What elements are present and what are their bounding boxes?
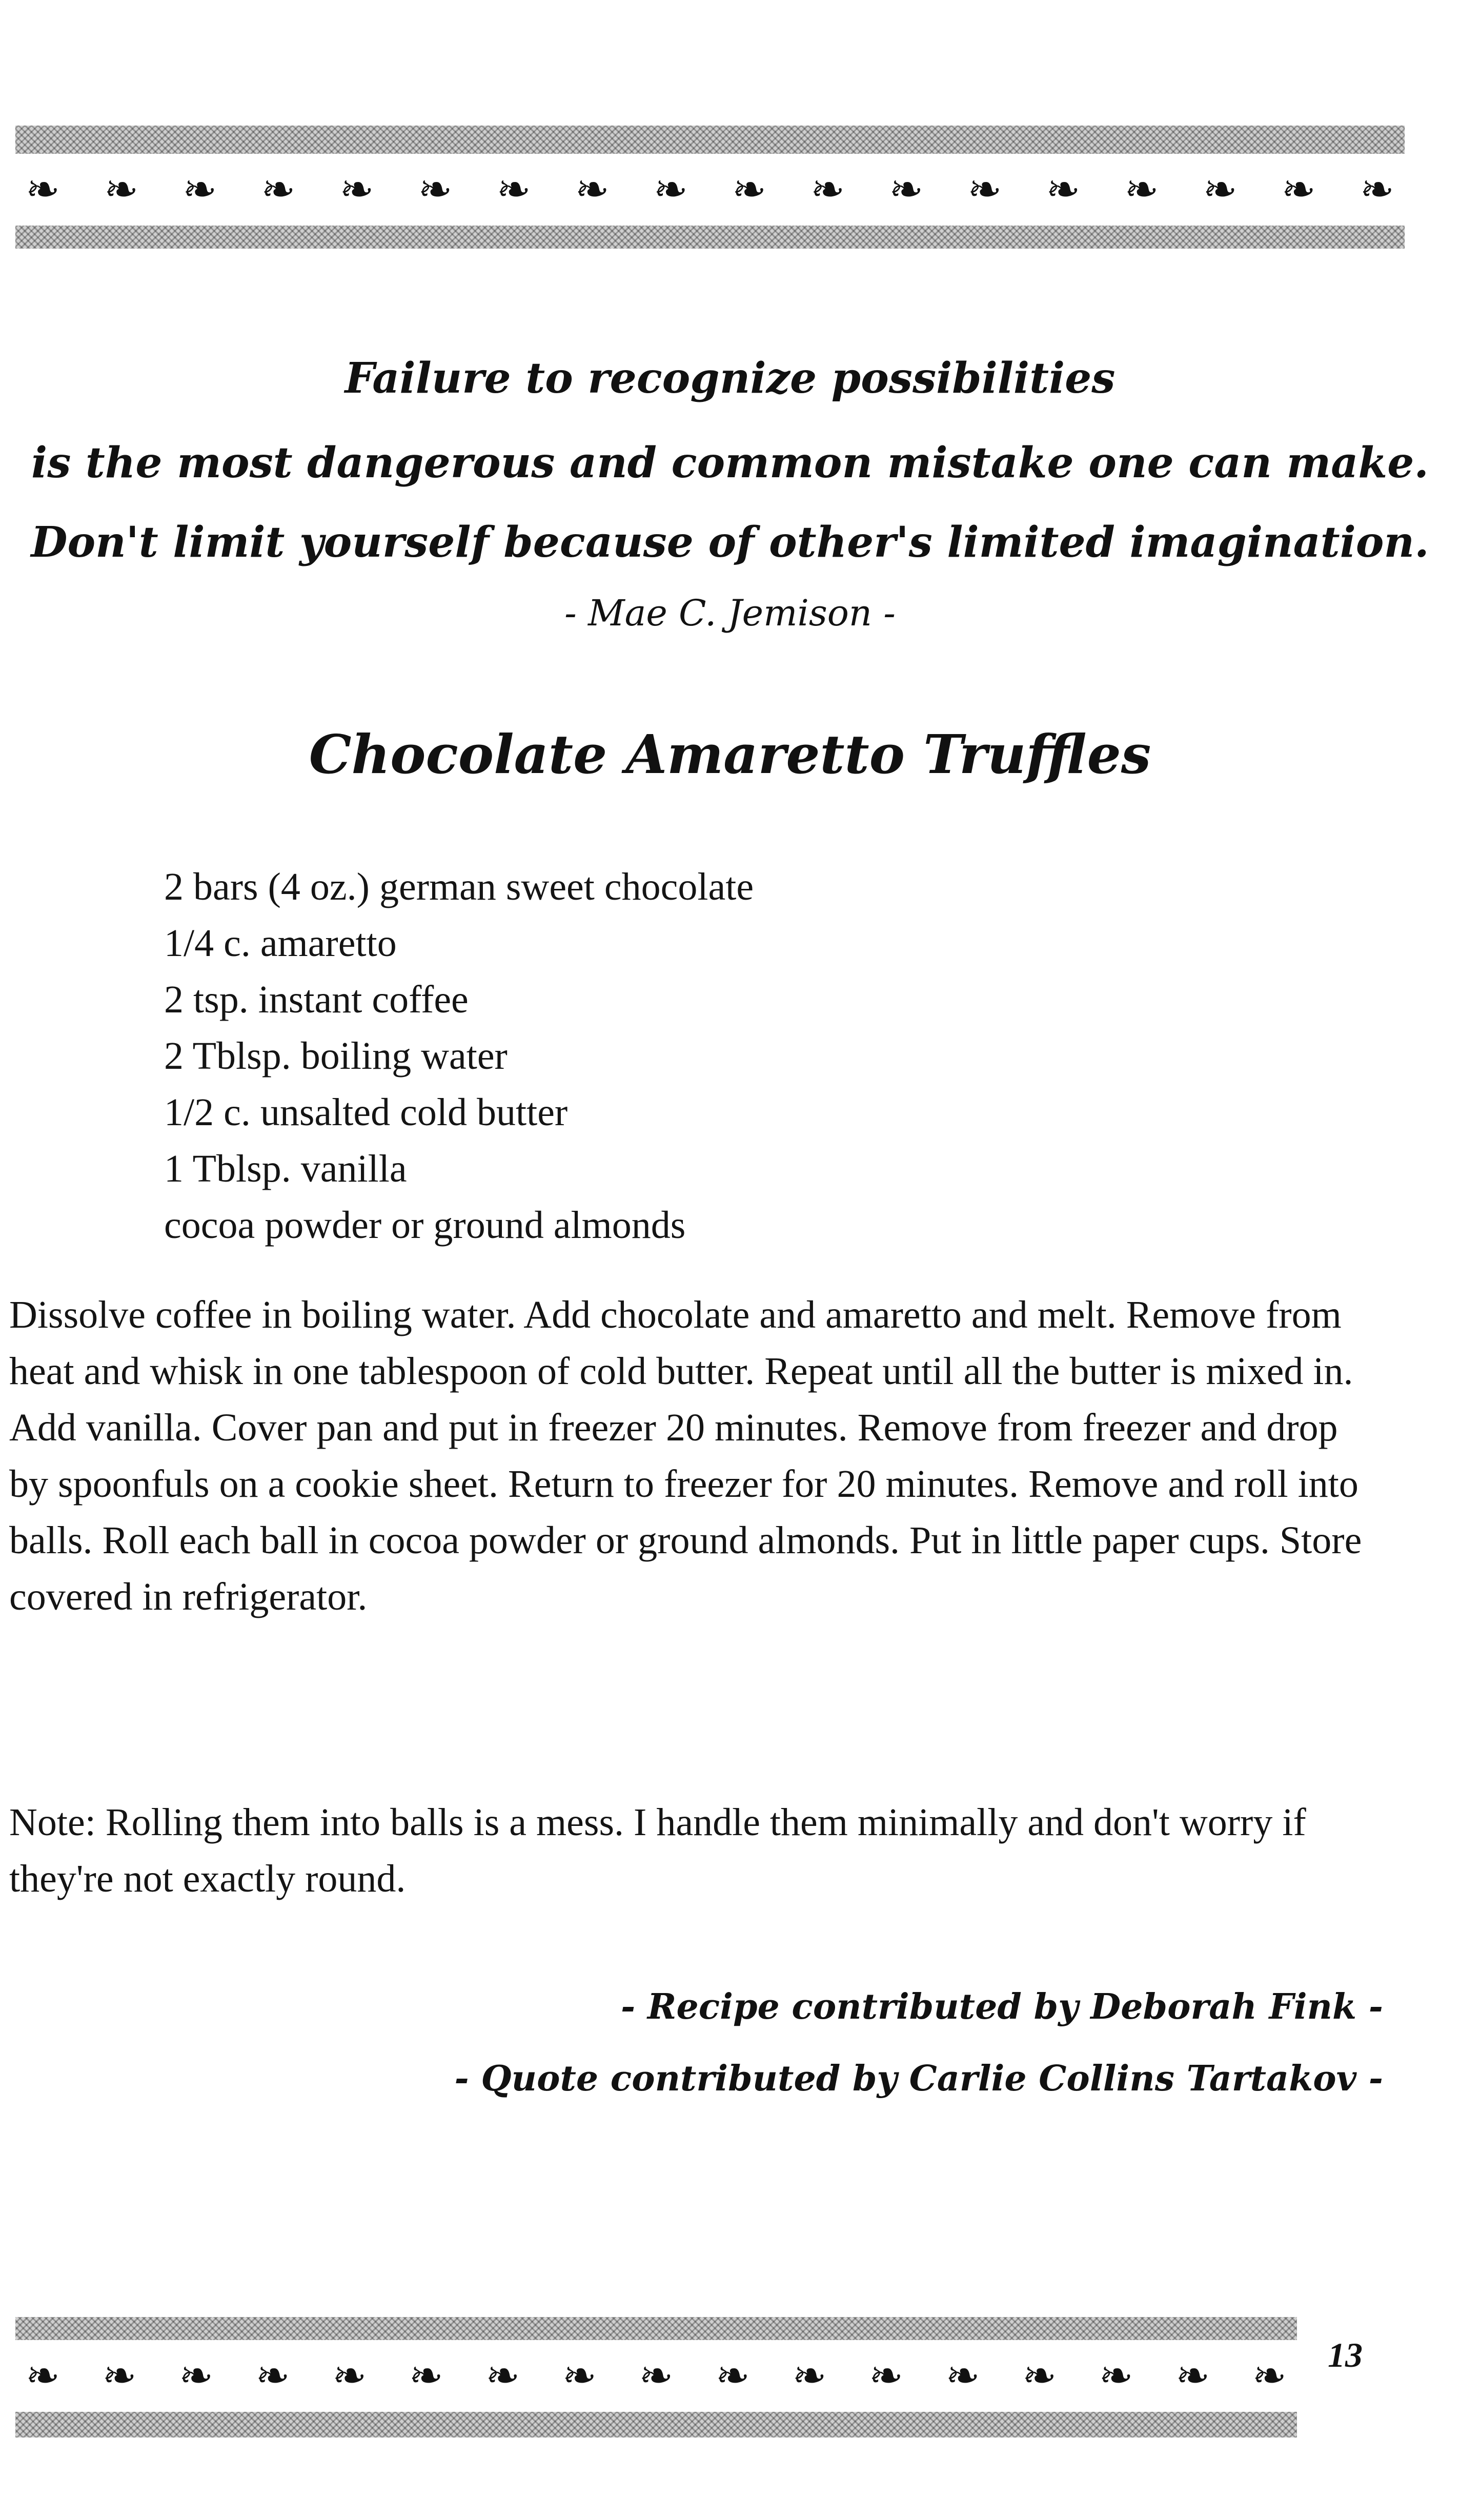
scroll-ornament-icon: ❧ [26,166,60,213]
scroll-ornament-icon: ❧ [732,166,767,213]
page-number: 13 [1328,2335,1363,2374]
quote-credit: - Quote contributed by Carlie Collins Tartakov - [454,2058,1383,2099]
scroll-ornament-icon: ❧ [945,2352,980,2400]
scroll-ornament-icon: ❧ [562,2352,597,2400]
ingredient-item: 1/4 c. amaretto [164,922,397,965]
scroll-ornament-icon: ❧ [339,166,374,213]
bottom-ornament-row [15,2340,1297,2412]
quote-line-3: Don't limit yourself because of other's limited imagination. [31,518,1429,567]
ingredient-item: cocoa powder or ground almonds [164,1204,686,1247]
scroll-ornament-icon: ❧ [104,166,139,213]
scroll-ornament-icon: ❧ [332,2352,367,2400]
scroll-ornament-icon: ❧ [1360,166,1394,213]
scroll-ornament-icon: ❧ [1046,166,1081,213]
scroll-ornament-icon: ❧ [575,166,610,213]
scroll-ornament-icon: ❧ [409,2352,443,2400]
ingredient-item: 2 Tblsp. boiling water [164,1034,508,1078]
scroll-ornament-icon: ❧ [1175,2352,1210,2400]
ingredient-item: 2 tsp. instant coffee [164,978,469,1021]
scroll-ornament-icon: ❧ [255,2352,290,2400]
scroll-ornament-icon: ❧ [1203,166,1238,213]
scroll-ornament-icon: ❧ [792,2352,827,2400]
ingredient-list [164,859,754,1253]
scroll-ornament-icon: ❧ [967,166,1002,213]
scroll-ornament-icon: ❧ [179,2352,214,2400]
scroll-ornament-icon: ❧ [418,166,453,213]
scroll-ornament-icon: ❧ [1099,2352,1133,2400]
top-ornament-row [15,154,1405,226]
scroll-ornament-icon: ❧ [653,166,688,213]
scroll-ornament-icon: ❧ [182,166,217,213]
ingredient-item: 2 bars (4 oz.) german sweet chocolate [164,865,754,908]
recipe-title: Chocolate Amaretto Truffles [309,723,1151,786]
ingredient-item: 1/2 c. unsalted cold butter [164,1091,568,1134]
scroll-ornament-icon: ❧ [869,2352,904,2400]
scroll-ornament-icon: ❧ [1281,166,1316,213]
recipe-note: Note: Rolling them into balls is a mess. I handle them minimally and don't worry if they're not exactly round. [9,1801,1306,1900]
scroll-ornament-icon: ❧ [889,166,924,213]
ingredient-item: 1 Tblsp. vanilla [164,1147,407,1190]
scroll-ornament-icon: ❧ [1252,2352,1287,2400]
scroll-ornament-icon: ❧ [261,166,296,213]
scroll-ornament-icon: ❧ [485,2352,520,2400]
recipe-credit: - Recipe contributed by Deborah Fink - [621,1986,1383,2027]
scroll-ornament-icon: ❧ [715,2352,750,2400]
quote-attribution: - Mae C. Jemison - [564,592,896,634]
scroll-ornament-icon: ❧ [1124,166,1159,213]
scroll-ornament-icon: ❧ [102,2352,137,2400]
scroll-ornament-icon: ❧ [1022,2352,1057,2400]
quote-line-1: Failure to recognize possibilities [344,354,1116,403]
recipe-directions: Dissolve coffee in boiling water. Add chocolate and amaretto and melt. Remove from heat and whisk in one tablespoon of cold butter. Repeat until all the butter is mixed in. Add vanilla. Cover pan and put in freezer 20 minutes. Remove from freezer and drop by spoonfuls on a cookie sheet. Return to freezer for 20 minutes. Remove and roll into balls. Roll each ball in cocoa powder or ground almonds. Put in little paper cups. Store covered in refrigerator. [9,1293,1362,1618]
quote-line-2: is the most dangerous and common mistake one can make. [31,438,1429,487]
scroll-ornament-icon: ❧ [810,166,845,213]
scroll-ornament-icon: ❧ [639,2352,674,2400]
scroll-ornament-icon: ❧ [496,166,531,213]
scroll-ornament-icon: ❧ [26,2352,60,2400]
